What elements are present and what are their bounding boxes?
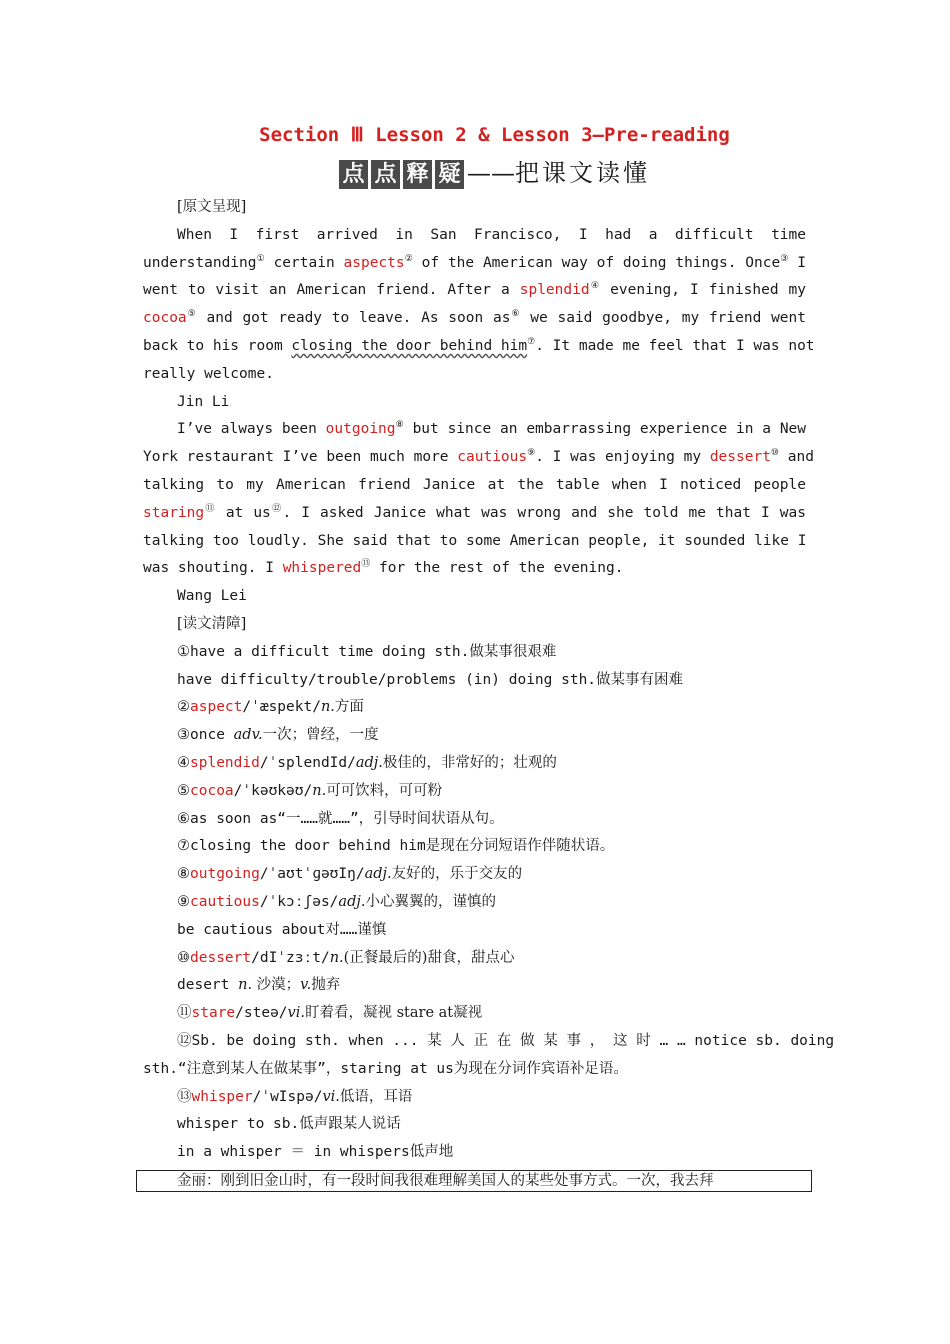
- translation-box: 金丽：刚到旧金山时，有一段时间我很难理解美国人的某些处事方式。一次，我去拜: [136, 1170, 812, 1192]
- notes-heading: [读文清障]: [177, 615, 247, 632]
- note-item: ①have a difficult time doing sth.做某事很艰难: [177, 643, 557, 660]
- passage-wang-lei: [143, 416, 814, 611]
- note-item: ⑬whisper/ˈwIspə/vi.低语，耳语: [177, 1088, 413, 1105]
- text-line: really welcome.: [143, 365, 274, 382]
- text-line: When I first arrived in San Francisco, I had a difficult time: [177, 226, 806, 243]
- passage-jin-li: [143, 222, 815, 417]
- text-line: back to his room closing the door behind him⑦. It made me feel that I was not: [143, 336, 815, 354]
- note-item: ⑤cocoa/ˈkəʊkəʊ/n.可可饮料，可可粉: [177, 782, 443, 799]
- subtitle-dash: ——: [467, 159, 515, 187]
- subtitle-text: 把课文读懂: [515, 159, 650, 187]
- note-item: desert n. 沙漠；v.抛弃: [177, 977, 341, 994]
- vocab-outgoing: outgoing: [325, 421, 396, 438]
- vocab-cocoa: cocoa: [143, 310, 187, 327]
- original-heading: [原文呈现]: [177, 199, 247, 215]
- page-title: Section Ⅲ Lesson 2 & Lesson 3—Pre-reading: [259, 124, 730, 146]
- text-line: I’ve always been outgoing⑧ but since an embarrassing experience in a New: [177, 420, 807, 438]
- section-subtitle: [183, 152, 806, 194]
- note-item: ⑥as soon as“一……就……”，引导时间状语从句。: [177, 810, 504, 827]
- text-line: cocoa⑤ and got ready to leave. As soon as⑥ we said goodbye, my friend went: [143, 309, 806, 327]
- vocab-dessert: dessert: [709, 449, 771, 466]
- author-wang-lei: Wang Lei: [177, 588, 247, 605]
- note-item: be cautious about对……谨慎: [177, 921, 387, 938]
- text-line: York restaurant I’ve been much more cautious⑨. I was enjoying my dessert⑩ and: [143, 448, 814, 466]
- note-item: whisper to sb.低声跟某人说话: [177, 1116, 401, 1133]
- note-item: sth.“注意到某人在做某事”，staring at us为现在分词作宾语补足语。: [143, 1060, 628, 1077]
- vocab-staring: staring: [143, 504, 205, 521]
- note-item: ⑨cautious/ˈkɔːʃəs/adj.小心翼翼的，谨慎的: [177, 893, 496, 910]
- note-item: ⑧outgoing/ˈaʊtˈɡəʊIŋ/adj.友好的，乐于交友的: [177, 866, 523, 883]
- boxed-char-4: 疑: [435, 160, 464, 189]
- vocab-aspects: aspects: [343, 254, 405, 271]
- text-line: understanding① certain aspects② of the American way of doing things. Once③ I: [143, 253, 806, 271]
- text-line: went to visit an American friend. After a splendid④ evening, I finished my: [143, 281, 806, 299]
- note-item: ⑪stare/steə/vi.盯着看，凝视 stare at凝视: [177, 1005, 483, 1022]
- note-item: ⑩dessert/dIˈzɜːt/n.(正餐最后的)甜食，甜点心: [177, 949, 515, 966]
- note-item: in a whisper ＝ in whispers低声地: [177, 1144, 454, 1161]
- vocabulary-notes: [143, 639, 835, 1167]
- text-line: talking too loudly. She said that to some American people, it sounded like I: [143, 532, 807, 549]
- note-item: ④splendid/ˈsplendId/adj.极佳的，非常好的；壮观的: [177, 754, 557, 771]
- vocab-whispered: whispered: [282, 560, 362, 577]
- text-line: staring⑪ at us⑫. I asked Janice what was wrong and she told me that I was: [143, 503, 806, 521]
- boxed-char-2: 点: [371, 160, 400, 189]
- note-item: ⑫Sb. be doing sth. when ... 某 人 正 在 做 某 事 ， 这 时 … … notice sb. doing: [177, 1032, 835, 1049]
- document-page: [143, 118, 835, 1167]
- phrase-closing-the-door: closing the door behind him: [291, 337, 528, 354]
- vocab-cautious: cautious: [457, 449, 528, 466]
- note-item: ⑦closing the door behind him是现在分词短语作伴随状语。: [177, 838, 615, 855]
- note-item: have difficulty/trouble/problems (in) doing sth.做某事有困难: [177, 671, 684, 688]
- note-item: ③once adv.一次；曾经，一度: [177, 727, 379, 744]
- text-line: was shouting. I whispered⑬ for the rest of the evening.: [143, 559, 624, 577]
- note-item: ②aspect/ˈæspekt/n.方面: [177, 699, 364, 716]
- boxed-char-3: 释: [403, 160, 432, 189]
- author-jin-li: Jin Li: [177, 393, 230, 410]
- boxed-char-1: 点: [339, 160, 368, 189]
- vocab-splendid: splendid: [519, 282, 590, 299]
- text-line: talking to my American friend Janice at the table when I noticed people: [143, 476, 806, 493]
